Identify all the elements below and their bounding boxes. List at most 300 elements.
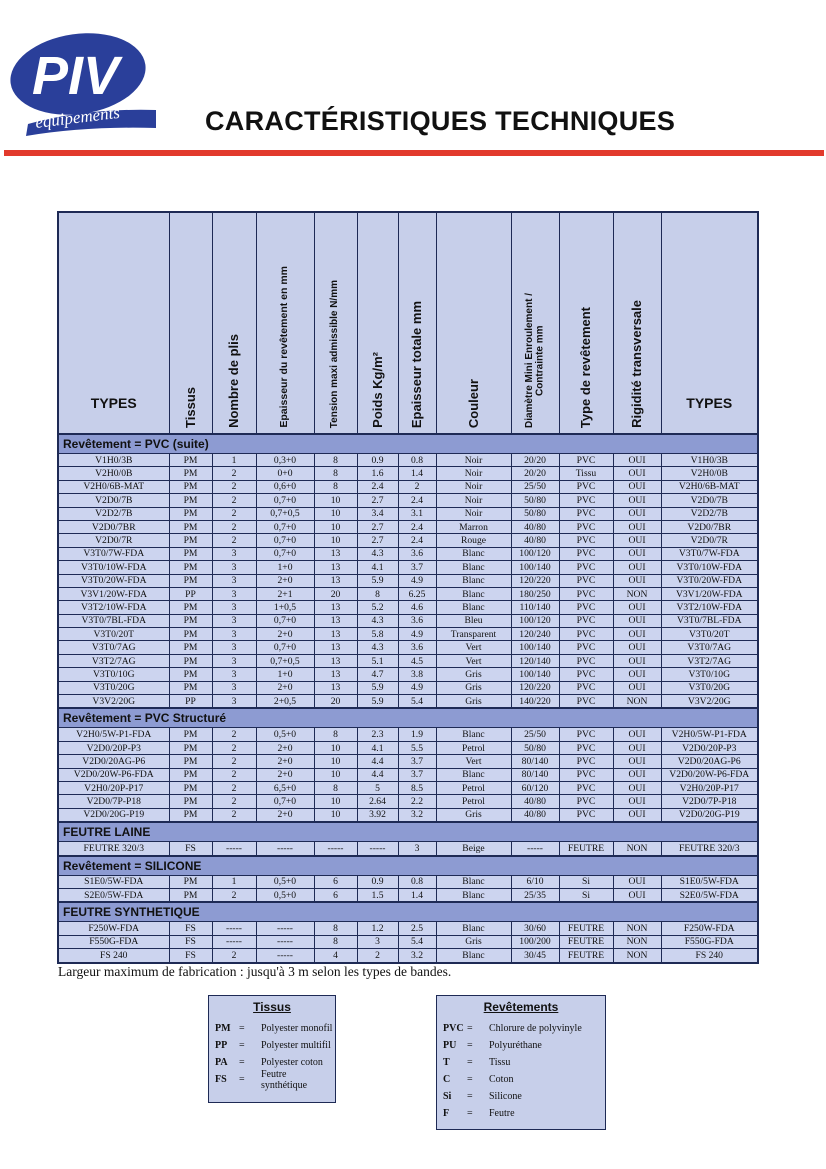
table-cell: 8 [314,728,357,741]
table-cell: 2+0 [256,808,314,822]
col-header-label: Tissus [182,387,198,428]
table-cell: 0,6+0 [256,480,314,493]
table-cell: 2+0,5 [256,695,314,709]
legend-equals: = [467,1091,473,1102]
table-cell: FEUTRE [559,949,613,963]
legend-label: Coton [489,1074,514,1085]
table-cell: Blanc [436,574,511,587]
table-cell: 1.2 [357,922,398,935]
table-cell: 0.8 [398,875,436,888]
table-cell: 5.2 [357,601,398,614]
table-cell: 180/250 [511,587,559,600]
table-cell: 2 [212,795,256,808]
table-cell: OUI [613,614,661,627]
table-body [58,434,758,963]
table-cell: ----- [256,842,314,856]
col-header [212,212,256,434]
table-cell: V2H0/6B-MAT [58,480,169,493]
table-cell: 1.4 [398,467,436,480]
table-cell: 100/140 [511,641,559,654]
section-title: Revêtement = PVC Structuré [58,708,758,728]
table-cell: 2.7 [357,534,398,547]
specs-table-wrapper [57,211,757,964]
piv-logo-graphic [6,28,156,136]
table-cell: V2H0/0B [661,467,758,480]
table-cell: 6/10 [511,875,559,888]
table-cell: 60/120 [511,781,559,794]
table-cell: Blanc [436,728,511,741]
table-cell: V2H0/5W-P1-FDA [58,728,169,741]
legend-code: PM [215,1023,231,1034]
table-cell: 3 [212,654,256,667]
table-row [58,768,758,781]
table-cell: 8 [314,454,357,467]
col-header-label: Poids Kg/m² [369,352,385,428]
table-cell: 5.8 [357,628,398,641]
table-cell: PVC [559,781,613,794]
table-cell: OUI [613,494,661,507]
legend-list [209,1020,335,1091]
col-header-label: Couleur [465,378,481,428]
legend-item [437,1071,605,1088]
table-cell: 2 [398,480,436,493]
table-cell: 4 [314,949,357,963]
table-cell: 2+0 [256,574,314,587]
table-cell: 3 [212,547,256,560]
table-cell: 50/80 [511,741,559,754]
table-cell: V3T0/10W-FDA [661,561,758,574]
table-cell: Blanc [436,547,511,560]
table-cell: 80/140 [511,755,559,768]
table-cell: 10 [314,520,357,533]
table-cell: V3V1/20W-FDA [661,587,758,600]
table-cell: Noir [436,467,511,480]
legend-equals: = [239,1023,245,1034]
table-cell: OUI [613,467,661,480]
legend-label: Chlorure de polyvinyle [489,1023,582,1034]
table-cell: OUI [613,668,661,681]
table-cell: Blanc [436,922,511,935]
table-cell: FS 240 [661,949,758,963]
table-row [58,668,758,681]
table-cell: 3 [357,935,398,948]
legend-code: Si [443,1091,452,1102]
table-cell: OUI [613,681,661,694]
table-cell: V2D0/20G-P19 [58,808,169,822]
table-cell: FEUTRE 320/3 [58,842,169,856]
table-row [58,454,758,467]
table-cell: 0,5+0 [256,728,314,741]
table-cell: 80/140 [511,768,559,781]
table-cell: PVC [559,574,613,587]
legend-title: Tissus [253,1000,291,1014]
table-cell: PVC [559,741,613,754]
table-cell: 3.6 [398,547,436,560]
table-cell: PM [169,480,212,493]
table-cell: PVC [559,454,613,467]
table-cell: V3T0/20G [58,681,169,694]
table-cell: ----- [212,842,256,856]
table-cell: 13 [314,681,357,694]
table-cell: 3 [212,641,256,654]
table-cell: FEUTRE 320/3 [661,842,758,856]
table-cell: PVC [559,547,613,560]
table-cell: 5.9 [357,574,398,587]
table-cell: 4.3 [357,641,398,654]
table-cell: PM [169,547,212,560]
table-cell: PVC [559,795,613,808]
table-cell: ----- [212,935,256,948]
col-header [314,212,357,434]
table-cell: 2 [212,808,256,822]
table-row [58,795,758,808]
table-cell: V2D0/20W-P6-FDA [661,768,758,781]
section-title: Revêtement = PVC (suite) [58,434,758,454]
table-cell: 5.1 [357,654,398,667]
table-cell: 3 [212,601,256,614]
table-cell: V3T0/10G [661,668,758,681]
col-header [256,212,314,434]
table-cell: PVC [559,728,613,741]
table-cell: Beige [436,842,511,856]
specs-table [57,211,759,964]
table-row [58,467,758,480]
table-cell: Gris [436,681,511,694]
table-cell: V1H0/3B [661,454,758,467]
table-cell: 25/50 [511,480,559,493]
table-cell: 2.4 [398,534,436,547]
title-divider [4,150,824,156]
table-cell: 2.5 [398,922,436,935]
table-cell: 0,5+0 [256,888,314,902]
table-cell: PM [169,467,212,480]
table-cell: PVC [559,480,613,493]
table-row [58,728,758,741]
table-cell: 13 [314,668,357,681]
legend-code: PVC [443,1023,464,1034]
table-cell: V3T2/10W-FDA [58,601,169,614]
table-cell: V3T0/20G [661,681,758,694]
legend-equals: = [239,1040,245,1051]
table-cell: NON [613,949,661,963]
table-cell: OUI [613,480,661,493]
logo-text: PIV [32,46,120,106]
col-header-label: Nombre de plis [226,334,242,428]
table-cell: Petrol [436,741,511,754]
table-cell: 5.5 [398,741,436,754]
table-cell: S2E0/5W-FDA [661,888,758,902]
table-cell: 13 [314,574,357,587]
table-cell: 3.6 [398,641,436,654]
table-cell: 0,7+0 [256,534,314,547]
table-cell: 20 [314,587,357,600]
table-cell: 4.3 [357,614,398,627]
table-cell: PM [169,614,212,627]
table-cell: 3 [212,561,256,574]
table-cell: 13 [314,641,357,654]
table-cell: FEUTRE [559,842,613,856]
table-cell: Gris [436,935,511,948]
legend-list [437,1020,605,1122]
fabrication-note: Largeur maximum de fabrication : jusqu'à 3 m selon les types de bandes. [58,964,452,979]
table-cell: 3.4 [357,507,398,520]
table-row [58,654,758,667]
table-cell: ----- [256,949,314,963]
table-cell: 0,7+0 [256,547,314,560]
table-cell: ----- [256,922,314,935]
table-cell: V2D0/20W-P6-FDA [58,768,169,781]
table-cell: 1.4 [398,888,436,902]
table-row [58,547,758,560]
table-cell: 0,7+0,5 [256,507,314,520]
table-cell: PM [169,574,212,587]
table-cell: 8.5 [398,781,436,794]
table-cell: V2H0/6B-MAT [661,480,758,493]
table-cell: OUI [613,768,661,781]
table-row [58,888,758,902]
legend-item [209,1020,335,1037]
table-cell: 3 [212,614,256,627]
table-cell: OUI [613,741,661,754]
table-cell: 1+0 [256,561,314,574]
table-cell: OUI [613,454,661,467]
table-row [58,781,758,794]
table-cell: 6 [314,875,357,888]
table-cell: V2D0/7BR [661,520,758,533]
table-cell: Gris [436,695,511,709]
table-cell: 2+0 [256,741,314,754]
table-cell: PVC [559,808,613,822]
table-cell: OUI [613,808,661,822]
table-cell: OUI [613,520,661,533]
table-cell: V3T0/7BL-FDA [58,614,169,627]
col-header-label: Type de revêtement [578,306,594,428]
table-cell: V2D0/20P-P3 [661,741,758,754]
col-header-label: Epaisseur du revêtement en mm [278,266,291,428]
table-row [58,601,758,614]
table-cell: Noir [436,507,511,520]
col-header [613,212,661,434]
table-cell: 0,3+0 [256,454,314,467]
legend-label: Feutre synthétique [260,1068,308,1091]
legend-revetements [436,995,606,1130]
table-cell: Si [559,875,613,888]
table-cell: NON [613,695,661,709]
table-cell: 4.4 [357,755,398,768]
legend-equals: = [467,1057,473,1068]
table-cell: ----- [314,842,357,856]
table-cell: NON [613,922,661,935]
section-title: FEUTRE LAINE [58,822,758,842]
table-cell: PVC [559,668,613,681]
table-row [58,480,758,493]
table-cell: Bleu [436,614,511,627]
logo-subtext: équipements [34,102,121,132]
table-cell: 20/20 [511,467,559,480]
table-cell: 2 [212,741,256,754]
company-logo [6,28,156,136]
table-cell: 13 [314,561,357,574]
table-cell: 3 [212,668,256,681]
table-cell: 2+0 [256,628,314,641]
table-header-row [58,212,758,434]
table-cell: 50/80 [511,494,559,507]
table-cell: 8 [314,781,357,794]
table-cell: Si [559,888,613,902]
legend-label: Polyester multifil [261,1040,331,1051]
table-row [58,507,758,520]
table-cell: V2D0/7B [58,494,169,507]
legend-tissus [208,995,336,1103]
legend-label: Feutre [489,1108,515,1119]
table-cell: PM [169,875,212,888]
table-cell: PVC [559,628,613,641]
table-cell: 3 [212,574,256,587]
table-cell: V2H0/0B [58,467,169,480]
table-cell: Blanc [436,587,511,600]
section-title: Revêtement = SILICONE [58,856,758,876]
table-cell: NON [613,935,661,948]
table-cell: V2H0/5W-P1-FDA [661,728,758,741]
col-header: TYPES [58,212,169,434]
table-cell: PM [169,654,212,667]
table-row [58,842,758,856]
table-cell: PVC [559,641,613,654]
table-cell: 1.9 [398,728,436,741]
table-cell: PM [169,668,212,681]
table-cell: 8 [314,467,357,480]
table-cell: Noir [436,494,511,507]
table-cell: 2 [212,507,256,520]
col-header [169,212,212,434]
table-cell: Marron [436,520,511,533]
table-cell: 2.64 [357,795,398,808]
table-cell: 1+0 [256,668,314,681]
table-cell: V2D0/20AG-P6 [58,755,169,768]
table-cell: V2D0/20AG-P6 [661,755,758,768]
table-cell: V2D0/7B [661,494,758,507]
table-cell: 0,7+0,5 [256,654,314,667]
table-cell: PM [169,561,212,574]
table-cell: FS [169,949,212,963]
table-cell: 100/120 [511,547,559,560]
table-cell: Transparent [436,628,511,641]
col-header-label: Diamètre Mini Enroulement / Contrainte mm [523,292,545,428]
legend-equals: = [467,1074,473,1085]
table-cell: 10 [314,507,357,520]
table-cell: 110/140 [511,601,559,614]
table-cell: 8 [314,922,357,935]
table-row [58,534,758,547]
table-cell: 20/20 [511,454,559,467]
table-cell: 0,7+0 [256,641,314,654]
table-cell: 3.8 [398,668,436,681]
table-cell: 6,5+0 [256,781,314,794]
table-cell: PM [169,728,212,741]
table-cell: 30/60 [511,922,559,935]
table-cell: 3 [212,587,256,600]
table-row [58,935,758,948]
table-cell: S1E0/5W-FDA [661,875,758,888]
legend-code: C [443,1074,451,1085]
table-cell: V2H0/20P-P17 [661,781,758,794]
table-cell: 2 [212,494,256,507]
table-cell: F550G-FDA [58,935,169,948]
table-cell: V1H0/3B [58,454,169,467]
table-cell: ----- [256,935,314,948]
table-cell: 20 [314,695,357,709]
table-cell: F250W-FDA [661,922,758,935]
legend-equals: = [467,1040,473,1051]
table-cell: OUI [613,574,661,587]
table-cell: 0.9 [357,875,398,888]
table-cell: 2+0 [256,755,314,768]
table-cell: V2D0/7P-P18 [58,795,169,808]
table-cell: 5.9 [357,681,398,694]
table-cell: PM [169,494,212,507]
table-cell: 4.4 [357,768,398,781]
table-row [58,561,758,574]
table-row [58,808,758,822]
table-cell: 3.92 [357,808,398,822]
table-cell: Tissu [559,467,613,480]
table-cell: 2 [212,480,256,493]
table-cell: PVC [559,601,613,614]
table-cell: PM [169,781,212,794]
table-cell: Noir [436,480,511,493]
table-cell: 8 [314,480,357,493]
table-cell: Vert [436,654,511,667]
table-cell: 0,5+0 [256,875,314,888]
table-cell: 120/220 [511,681,559,694]
table-cell: V2D0/7BR [58,520,169,533]
table-cell: PVC [559,768,613,781]
table-cell: Vert [436,641,511,654]
legend-code: PU [443,1040,457,1051]
table-cell: V2D0/7R [661,534,758,547]
table-cell: PP [169,587,212,600]
table-cell: 10 [314,741,357,754]
table-cell: V3T0/7W-FDA [661,547,758,560]
table-row [58,695,758,709]
table-cell: 10 [314,808,357,822]
table-cell: NON [613,842,661,856]
table-cell: 2.4 [398,494,436,507]
table-cell: 10 [314,768,357,781]
table-cell: 2 [212,534,256,547]
table-cell: PM [169,534,212,547]
table-cell: 8 [357,587,398,600]
table-cell: V3T0/10W-FDA [58,561,169,574]
page-title: CARACTÉRISTIQUES TECHNIQUES [205,106,676,136]
table-cell: 2.2 [398,795,436,808]
table-cell: ----- [357,842,398,856]
table-cell: FEUTRE [559,935,613,948]
table-cell: 120/140 [511,654,559,667]
table-row [58,494,758,507]
table-cell: V3T0/20W-FDA [661,574,758,587]
table-cell: FS 240 [58,949,169,963]
table-cell: 10 [314,494,357,507]
legend-label: Silicone [489,1091,522,1102]
section-header-row [58,434,758,454]
table-cell: 2.4 [357,480,398,493]
table-cell: 2.3 [357,728,398,741]
table-cell: V3T0/7BL-FDA [661,614,758,627]
table-cell: 2 [212,768,256,781]
table-cell: 4.1 [357,561,398,574]
table-cell: Rouge [436,534,511,547]
